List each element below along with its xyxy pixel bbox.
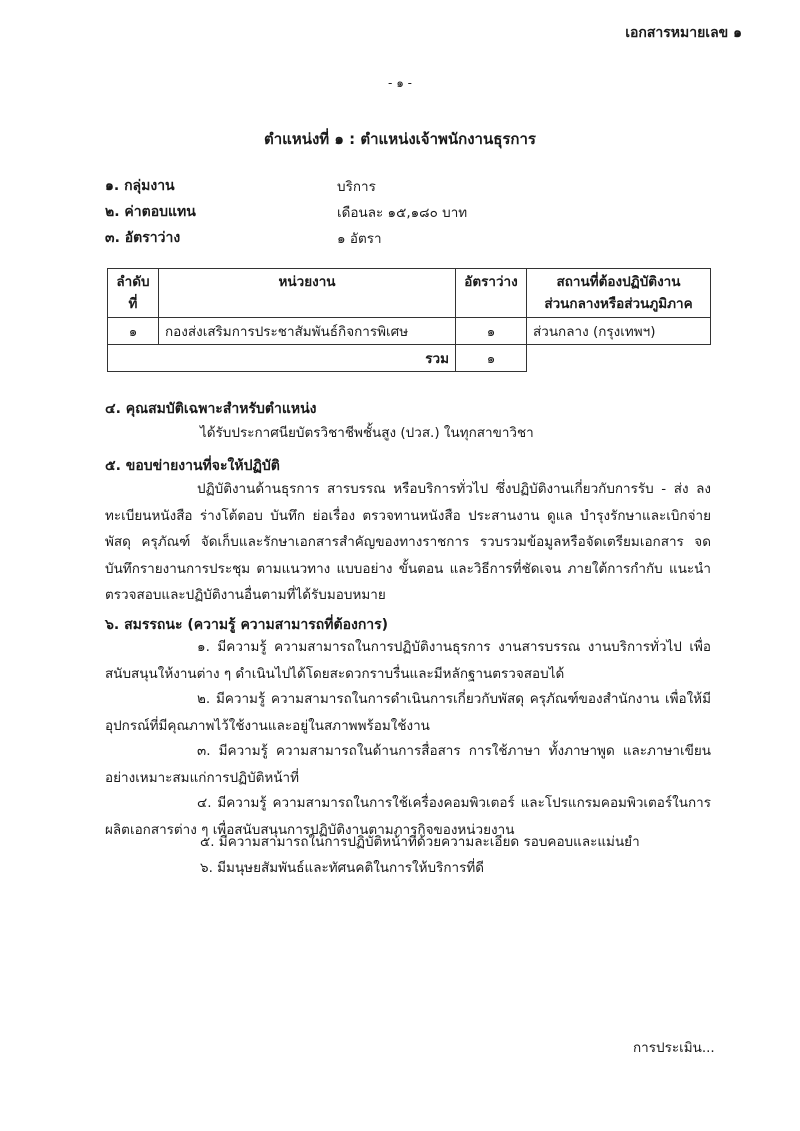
section-competency-heading: ๖. สมรรถนะ (ความรู้ ความสามารถที่ต้องการ) bbox=[105, 617, 389, 633]
table-total-row bbox=[108, 345, 711, 372]
header-order: ลำดับ ที่ bbox=[108, 269, 159, 318]
info-label-vacancy: ๓. อัตราว่าง bbox=[105, 230, 181, 246]
section-scope-text: ปฏิบัติงานด้านธุรการ สารบรรณ หรือบริการทั่วไป ซึ่งปฏิบัติงานเกี่ยวกับการรับ - ส่ง ลงทะเบียนหนังสือ ร่างโต้ตอบ บันทึก ย่อเรื่อง ตรวจทานหนังสือ ประสานงาน ดูแล บำรุงรักษาและเบิกจ่ายพัสดุ ครุภัณฑ์ จัดเก็บและรักษาเอกสารสำคัญของทางราชการ รวบรวมข้อมูลหรือจัดเตรียมเอกสาร จดบันทึกรายงานการประชุม ตามแนวทาง แบบอย่าง ขั้นตอน และวิธีการที่ชัดเจน ภายใต้การกำกับ แนะนำ ตรวจสอบและปฏิบัติงานอื่นตามที่ได้รับมอบหมาย bbox=[105, 481, 711, 603]
info-label-salary: ๒. ค่าตอบแทน bbox=[105, 204, 196, 220]
total-value: ๑ bbox=[456, 345, 527, 372]
header-vacancies: อัตราว่าง bbox=[456, 269, 527, 318]
info-value-salary: เดือนละ ๑๕,๑๘๐ บาท bbox=[337, 205, 468, 221]
cell-location: ส่วนกลาง (กรุงเทพฯ) bbox=[527, 318, 711, 345]
info-value-group: บริการ bbox=[337, 179, 376, 195]
section-qualification-text: ได้รับประกาศนียบัตรวิชาชีพชั้นสูง (ปวส.) ในทุกสาขาวิชา bbox=[200, 425, 534, 441]
header-location: สถานที่ต้องปฏิบัติงาน ส่วนกลางหรือส่วนภูมิภาค bbox=[527, 269, 711, 318]
competency-item-2: ๒. มีความรู้ ความสามารถในการดำเนินการเกี่ยวกับพัสดุ ครุภัณฑ์ของสำนักงาน เพื่อให้มีอุปกรณ์ที่มีคุณภาพไว้ใช้งานและอยู่ในสภาพพร้อมใช้งาน bbox=[105, 691, 711, 734]
header-unit: หน่วยงาน bbox=[159, 269, 456, 318]
competency-item-6: ๖. มีมนุษยสัมพันธ์และทัศนคติในการให้บริการที่ดี bbox=[200, 860, 485, 876]
table-row bbox=[108, 318, 711, 345]
section-qualification-heading: ๔. คุณสมบัติเฉพาะสำหรับตำแหน่ง bbox=[105, 401, 317, 417]
competency-item-3: ๓. มีความรู้ ความสามารถในด้านการสื่อสาร การใช้ภาษา ทั้งภาษาพูด และภาษาเขียน อย่างเหมาะสมแก่การปฏิบัติหน้าที่ bbox=[105, 743, 711, 786]
cell-vacancies: ๑ bbox=[456, 318, 527, 345]
continued-next-page: การประเมิน... bbox=[633, 1040, 715, 1056]
page-title: ตำแหน่งที่ ๑ : ตำแหน่งเจ้าพนักงานธุรการ bbox=[263, 130, 536, 148]
document-number: เอกสารหมายเลข ๑ bbox=[625, 25, 742, 41]
total-label: รวม bbox=[108, 345, 456, 372]
cell-unit: กองส่งเสริมการประชาสัมพันธ์กิจการพิเศษ bbox=[159, 318, 456, 345]
section-scope-heading: ๕. ขอบข่ายงานที่จะให้ปฏิบัติ bbox=[105, 458, 280, 474]
cell-order: ๑ bbox=[108, 318, 159, 345]
competency-item-1: ๑. มีความรู้ ความสามารถในการปฏิบัติงานธุรการ งานสารบรรณ งานบริการทั่วไป เพื่อสนับสนุนให้งานต่าง ๆ ดำเนินไปได้โดยสะดวกราบรื่นและมีหลักฐานตรวจสอบได้ bbox=[105, 639, 711, 682]
info-value-vacancy: ๑ อัตรา bbox=[337, 231, 382, 247]
units-table bbox=[107, 268, 711, 372]
competency-item-5: ๕. มีความสามารถในการปฏิบัติหน้าที่ด้วยความละเอียด รอบคอบและแม่นยำ bbox=[200, 834, 640, 850]
page-number: - ๑ - bbox=[388, 76, 412, 90]
competency-item-4: ๔. มีความรู้ ความสามารถในการใช้เครื่องคอมพิวเตอร์ และโปรแกรมคอมพิวเตอร์ในการผลิตเอกสารต่าง ๆ เพื่อสนับสนุนการปฏิบัติงานตามภารกิจของหน่วยงาน bbox=[105, 795, 711, 838]
info-label-group: ๑. กลุ่มงาน bbox=[105, 178, 175, 194]
table-header-row bbox=[108, 269, 711, 318]
